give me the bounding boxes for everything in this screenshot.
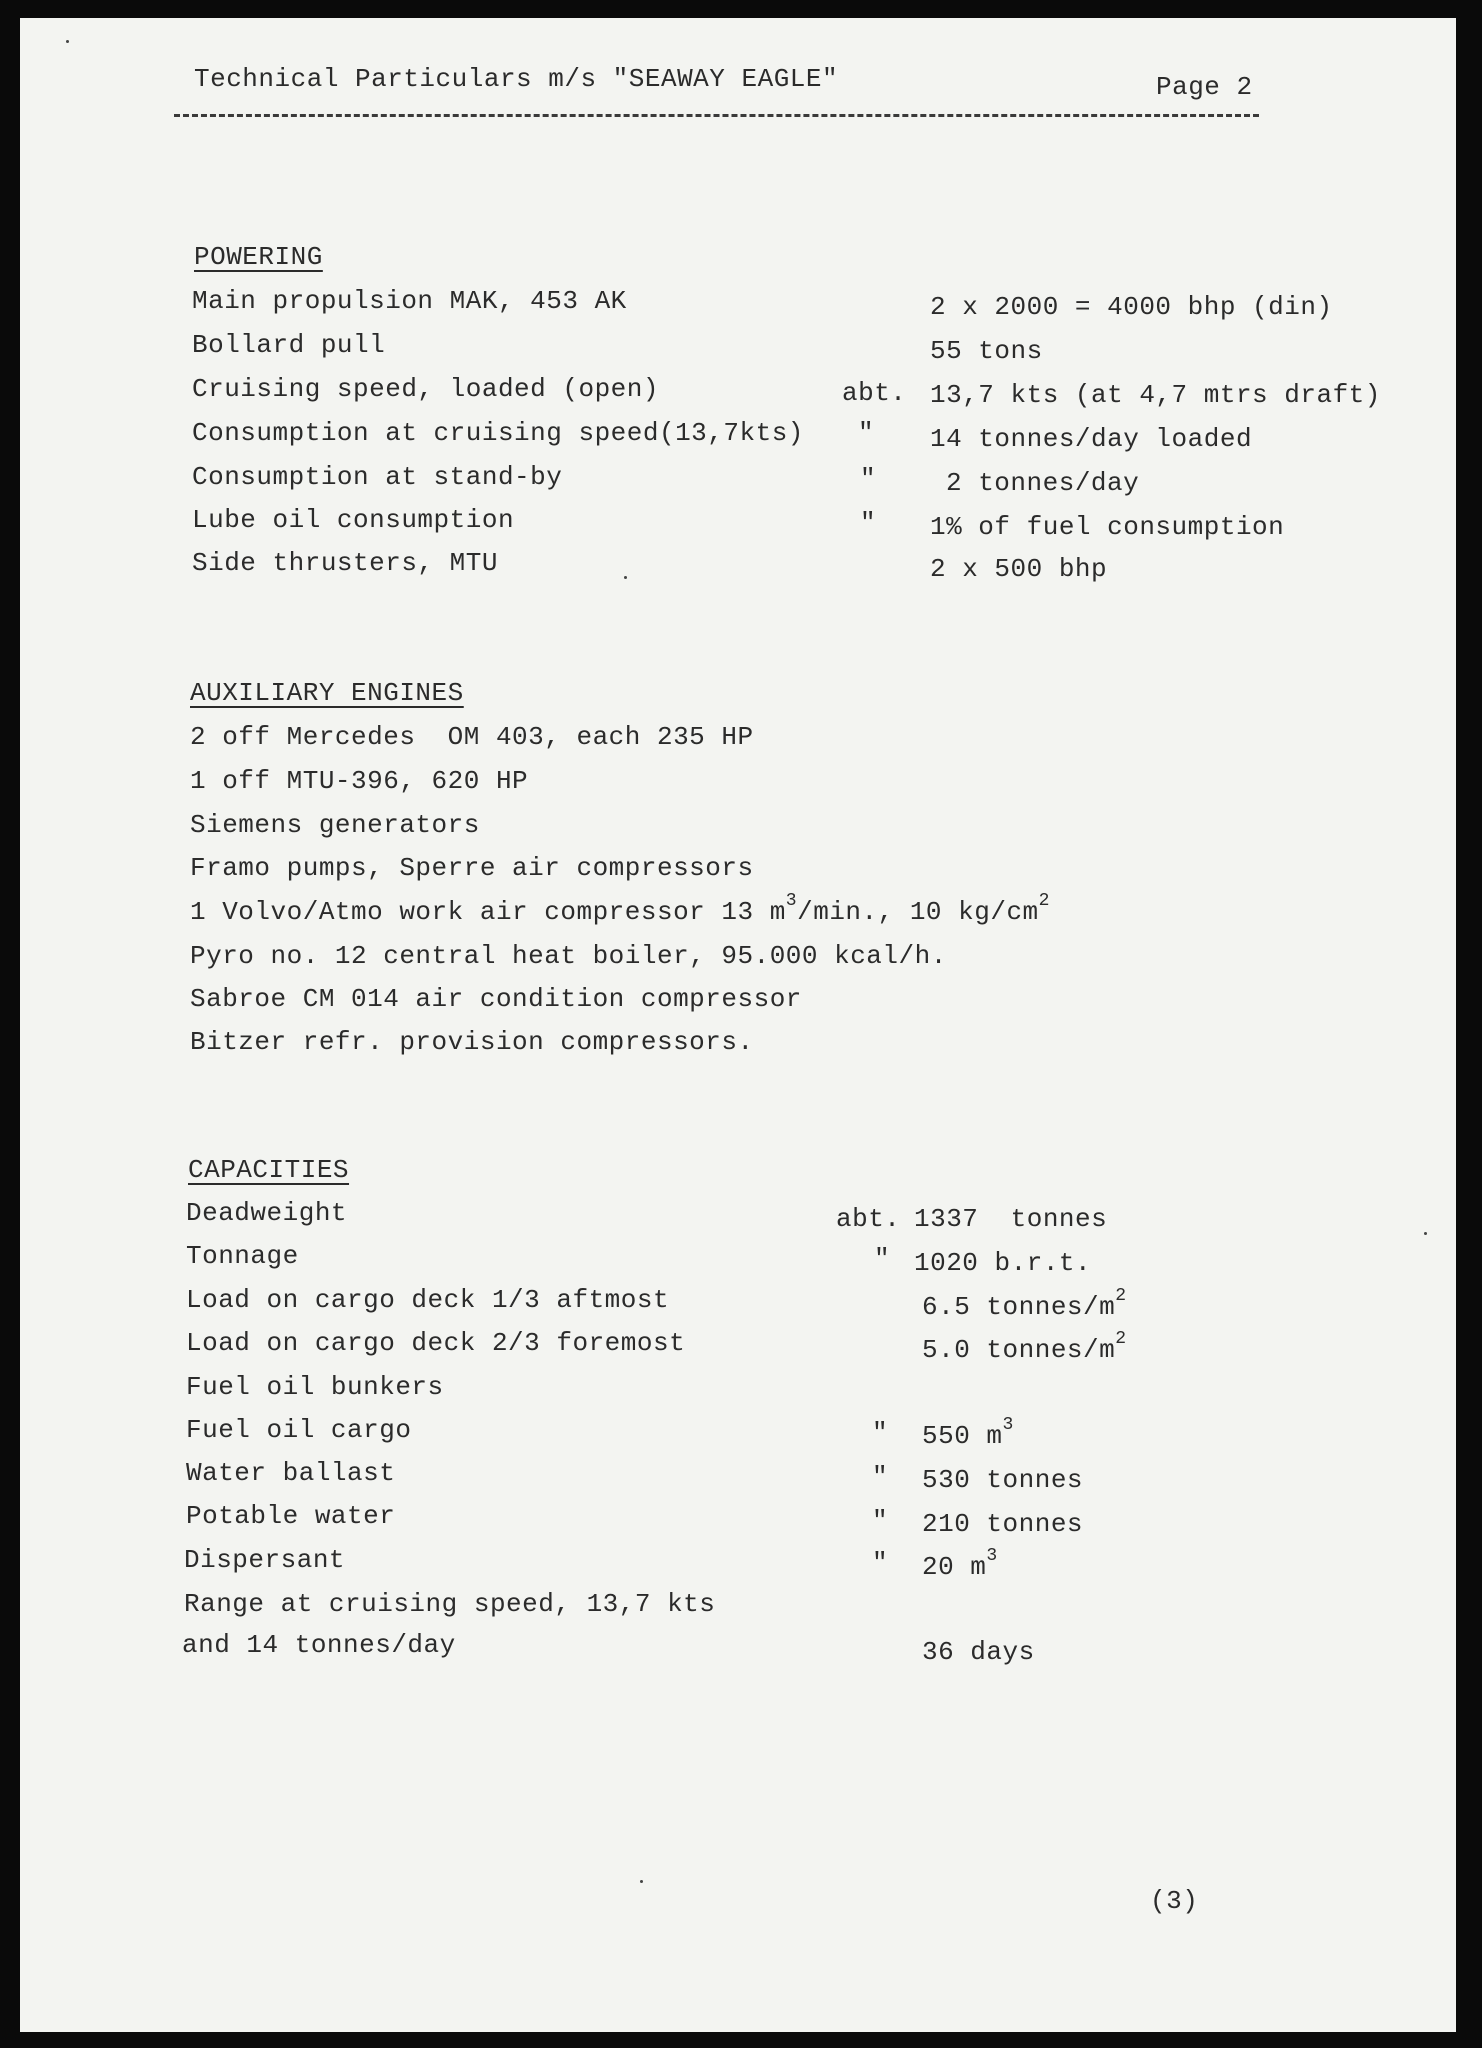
section-heading-powering: POWERING	[194, 242, 323, 272]
compressor-text: /min., 10 kg/cm	[797, 897, 1039, 927]
powering-value: 1% of fuel consumption	[930, 512, 1285, 542]
powering-label: Lube oil consumption	[192, 505, 515, 535]
capacity-ditto: "	[874, 1244, 891, 1274]
auxiliary-line: Sabroe CM 014 air condition compressor	[190, 984, 802, 1014]
capacity-label: Deadweight	[186, 1198, 348, 1228]
capacity-value-with-unit	[922, 1546, 998, 1582]
powering-value: 2 x 500 bhp	[930, 554, 1108, 584]
scan-speck	[624, 576, 627, 579]
capacity-value: 1020 b.r.t.	[914, 1248, 1092, 1278]
powering-label: Cruising speed, loaded (open)	[192, 374, 659, 404]
compressor-text: 1 Volvo/Atmo work air compressor 13 m	[190, 897, 786, 927]
powering-ditto: "	[860, 464, 877, 494]
capacity-exponent: 3	[986, 1546, 998, 1567]
scan-speck	[640, 1880, 643, 1883]
capacity-label: Dispersant	[184, 1545, 346, 1575]
capacity-value: 36 days	[922, 1637, 1035, 1667]
powering-label: Consumption at stand-by	[192, 462, 563, 492]
powering-label: Side thrusters, MTU	[192, 548, 498, 578]
auxiliary-line: Bitzer refr. provision compressors.	[190, 1027, 754, 1057]
header-rule	[174, 114, 1259, 117]
auxiliary-line-compressor	[190, 891, 1050, 927]
capacity-value-with-unit	[922, 1286, 1127, 1322]
compressor-exponent: 2	[1038, 891, 1050, 912]
powering-value: 55 tons	[930, 336, 1043, 366]
capacity-value: 550 m	[922, 1421, 1003, 1451]
capacity-label: Range at cruising speed, 13,7 kts	[184, 1589, 716, 1619]
capacity-qualifier: abt.	[836, 1204, 901, 1234]
powering-label: Bollard pull	[192, 330, 386, 360]
capacity-exponent: 3	[1002, 1415, 1014, 1436]
capacity-label: Potable water	[186, 1501, 396, 1531]
capacity-label: and 14 tonnes/day	[182, 1630, 456, 1660]
section-heading-capacities: CAPACITIES	[188, 1155, 350, 1185]
auxiliary-line: 2 off Mercedes OM 403, each 235 HP	[190, 722, 754, 752]
powering-label: Main propulsion MAK, 453 AK	[192, 286, 627, 316]
capacity-exponent: 2	[1115, 1329, 1127, 1350]
powering-ditto: "	[860, 508, 877, 538]
auxiliary-line: 1 off MTU-396, 620 HP	[190, 766, 529, 796]
section-heading-auxiliary: AUXILIARY ENGINES	[190, 678, 464, 708]
capacity-label: Fuel oil cargo	[186, 1415, 412, 1445]
capacity-value: 20 m	[922, 1552, 987, 1582]
document-title: Technical Particulars m/s "SEAWAY EAGLE"	[194, 64, 839, 94]
capacity-value: 6.5 tonnes/m	[922, 1292, 1116, 1322]
capacity-label: Load on cargo deck 1/3 aftmost	[186, 1285, 670, 1315]
capacity-ditto: "	[872, 1418, 889, 1448]
capacity-exponent: 2	[1115, 1286, 1127, 1307]
powering-value: 14 tonnes/day loaded	[930, 424, 1253, 454]
capacity-value-with-unit	[922, 1329, 1127, 1365]
compressor-exponent: 3	[785, 891, 798, 912]
capacity-ditto: "	[872, 1462, 889, 1492]
capacity-value: 210 tonnes	[922, 1509, 1084, 1539]
capacity-value: 530 tonnes	[922, 1465, 1084, 1495]
auxiliary-line: Siemens generators	[190, 810, 480, 840]
capacity-value: 5.0 tonnes/m	[922, 1335, 1116, 1365]
auxiliary-line: Framo pumps, Sperre air compressors	[190, 853, 754, 883]
powering-value: 2 x 2000 = 4000 bhp (din)	[930, 292, 1333, 322]
powering-value: 2 tonnes/day	[946, 468, 1140, 498]
page-label: Page 2	[1156, 72, 1253, 102]
capacity-label: Water ballast	[186, 1458, 396, 1488]
scan-speck	[1424, 1232, 1427, 1235]
powering-value: 13,7 kts (at 4,7 mtrs draft)	[930, 380, 1381, 410]
powering-label: Consumption at cruising speed(13,7kts)	[192, 418, 804, 448]
capacity-label: Load on cargo deck 2/3 foremost	[186, 1328, 686, 1358]
powering-qualifier: abt.	[842, 378, 907, 408]
auxiliary-line: Pyro no. 12 central heat boiler, 95.000 kcal/h.	[190, 941, 947, 971]
capacity-ditto: "	[872, 1548, 889, 1578]
capacity-ditto: "	[872, 1506, 889, 1536]
capacity-value: 1337 tonnes	[914, 1204, 1108, 1234]
capacity-label: Fuel oil bunkers	[186, 1372, 444, 1402]
capacity-value-with-unit	[922, 1415, 1014, 1451]
capacity-label: Tonnage	[186, 1241, 299, 1271]
scan-speck	[66, 40, 69, 43]
powering-ditto: "	[858, 418, 875, 448]
footer-page-number: (3)	[1150, 1886, 1199, 1916]
